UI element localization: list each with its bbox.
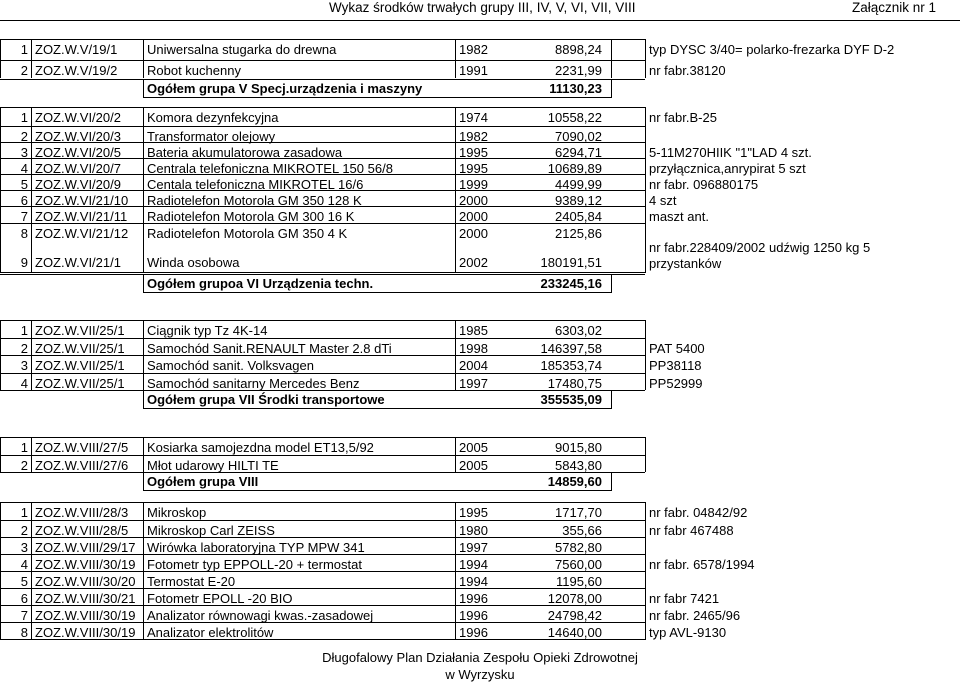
asset-name: Mikroskop xyxy=(147,505,207,520)
asset-name: Ciągnik typ Tz 4K-14 xyxy=(147,323,268,338)
asset-value: 1195,60 xyxy=(555,574,602,589)
acquisition-year: 1995 xyxy=(459,161,488,176)
asset-name: Centrala telefoniczna MIKROTEL 150 56/8 xyxy=(147,161,393,176)
inventory-code: ZOZ.W.VI/20/2 xyxy=(35,110,121,125)
column-border xyxy=(455,437,456,472)
table-row xyxy=(0,623,960,640)
inventory-code: ZOZ.W.VIII/29/17 xyxy=(35,540,136,555)
inventory-code: ZOZ.W.VI/20/7 xyxy=(35,161,121,176)
column-border xyxy=(143,39,144,78)
row-border xyxy=(143,97,611,98)
row-number: 2 xyxy=(20,523,28,538)
annex-label: Załącznik nr 1 xyxy=(852,0,937,15)
table-row xyxy=(0,191,960,207)
table-row xyxy=(0,521,960,538)
row-number: 3 xyxy=(20,540,28,555)
inventory-code: ZOZ.W.VIII/30/19 xyxy=(35,557,136,572)
asset-value: 5843,80 xyxy=(555,458,602,473)
acquisition-year: 1980 xyxy=(459,523,488,538)
acquisition-year: 2004 xyxy=(459,358,488,373)
asset-value: 2231,99 xyxy=(555,63,602,78)
row-number: 8 xyxy=(20,625,28,640)
row-number: 7 xyxy=(20,209,28,224)
asset-name: Centala telefoniczna MIKROTEL 16/6 xyxy=(147,177,364,192)
table-row xyxy=(0,374,960,391)
asset-note: PAT 5400 xyxy=(649,341,705,356)
asset-note: PP52999 xyxy=(649,376,703,391)
group-total-row xyxy=(0,473,960,490)
document-title: Wykaz środków trwałych grupy III, IV, V, VI, VII, VIII xyxy=(329,0,636,15)
row-border xyxy=(0,39,645,40)
column-border xyxy=(143,79,144,98)
row-number: 2 xyxy=(20,129,28,144)
row-number: 6 xyxy=(20,193,28,208)
table-row xyxy=(0,456,960,473)
column-border xyxy=(645,39,646,78)
asset-note: nr fabr.B-25 xyxy=(649,110,717,125)
footer-line-2: w Wyrzysku xyxy=(445,667,515,682)
table-row xyxy=(0,538,960,555)
table-row xyxy=(0,438,960,456)
asset-value: 24798,42 xyxy=(547,608,602,623)
asset-note: typ AVL-9130 xyxy=(649,625,727,640)
asset-value: 185353,74 xyxy=(540,358,602,373)
inventory-code: ZOZ.W.VI/20/5 xyxy=(35,145,121,160)
acquisition-year: 1982 xyxy=(459,42,488,57)
inventory-code: ZOZ.W.VI/21/12 xyxy=(35,226,129,241)
acquisition-year: 1982 xyxy=(459,129,488,144)
acquisition-year: 1996 xyxy=(459,608,488,623)
group-total-row xyxy=(0,80,960,97)
asset-name: Komora dezynfekcyjna xyxy=(147,110,279,125)
row-border xyxy=(143,408,611,409)
column-border xyxy=(0,107,1,273)
row-border xyxy=(0,437,645,438)
column-border xyxy=(455,107,456,273)
row-number: 4 xyxy=(20,376,28,391)
asset-name: Transformator olejowy xyxy=(147,129,276,144)
row-border xyxy=(0,502,645,503)
column-border xyxy=(143,107,144,273)
asset-value: 10558,22 xyxy=(547,110,602,125)
column-border xyxy=(455,39,456,78)
column-border xyxy=(611,390,612,409)
table-row xyxy=(0,356,960,374)
column-border xyxy=(645,320,646,390)
asset-value: 8898,24 xyxy=(555,42,602,57)
asset-note: typ DYSC 3/40= polarko-frezarka DYF D-2 xyxy=(649,42,895,57)
row-number: 3 xyxy=(20,358,28,373)
asset-value: 180191,51 xyxy=(540,255,602,270)
column-border xyxy=(143,274,144,293)
acquisition-year: 1995 xyxy=(459,145,488,160)
acquisition-year: 2000 xyxy=(459,209,488,224)
acquisition-year: 1997 xyxy=(459,540,488,555)
inventory-code: ZOZ.W.VII/25/1 xyxy=(35,323,125,338)
table-row xyxy=(0,606,960,623)
asset-name: Analizator równowagi kwas.-zasadowej xyxy=(147,608,374,623)
group-total-label: Ogółem grupa V Specj.urządzenia i maszyny xyxy=(147,81,423,96)
acquisition-year: 1996 xyxy=(459,591,488,606)
asset-name: Fotometr typ EPPOLL-20 + termostat xyxy=(147,557,362,572)
group-total-row xyxy=(0,391,960,408)
row-number: 9 xyxy=(20,255,28,270)
asset-note: nr fabr. 2465/96 xyxy=(649,608,741,623)
table-row xyxy=(0,40,960,61)
acquisition-year: 2005 xyxy=(459,458,488,473)
asset-value: 17480,75 xyxy=(547,376,602,391)
asset-name: Radiotelefon Motorola GM 300 16 K xyxy=(147,209,355,224)
column-border xyxy=(31,502,32,640)
acquisition-year: 1995 xyxy=(459,505,488,520)
asset-name: Uniwersalna stugarka do drewna xyxy=(147,42,337,57)
row-number: 4 xyxy=(20,557,28,572)
row-number: 1 xyxy=(20,440,28,455)
row-number: 2 xyxy=(20,341,28,356)
asset-note: nr fabr 467488 xyxy=(649,523,734,538)
table-row xyxy=(0,159,960,175)
column-border xyxy=(645,107,646,273)
footer-line-1: Długofalowy Plan Działania Zespołu Opieki Zdrowotnej xyxy=(322,650,638,665)
group-total-value: 14859,60 xyxy=(547,474,602,489)
asset-note: nr fabr. 6578/1994 xyxy=(649,557,755,572)
inventory-code: ZOZ.W.VIII/30/20 xyxy=(35,574,136,589)
inventory-code: ZOZ.W.VIII/30/19 xyxy=(35,608,136,623)
asset-value: 1717,70 xyxy=(555,505,602,520)
asset-note: PP38118 xyxy=(649,358,702,373)
column-border xyxy=(0,437,1,472)
asset-name: Winda osobowa xyxy=(147,255,240,270)
inventory-code: ZOZ.W.VIII/27/6 xyxy=(35,458,129,473)
inventory-code: ZOZ.W.V/19/2 xyxy=(35,63,118,78)
column-border xyxy=(31,320,32,390)
asset-note: nr fabr. 096880175 xyxy=(649,177,759,192)
table-row xyxy=(0,589,960,606)
inventory-code: ZOZ.W.VIII/28/5 xyxy=(35,523,129,538)
asset-value: 6303,02 xyxy=(555,323,602,338)
table-row xyxy=(0,321,960,339)
inventory-code: ZOZ.W.VII/25/1 xyxy=(35,341,125,356)
column-border xyxy=(455,502,456,640)
column-border xyxy=(645,437,646,472)
asset-value: 2405,84 xyxy=(555,209,602,224)
group-total-row xyxy=(0,275,960,292)
asset-value: 6294,71 xyxy=(555,145,602,160)
table-row xyxy=(0,61,960,80)
asset-value: 7090,02 xyxy=(555,129,602,144)
inventory-code: ZOZ.W.VI/20/9 xyxy=(35,177,121,192)
row-number: 1 xyxy=(20,110,28,125)
table-row xyxy=(0,127,960,143)
asset-note: maszt ant. xyxy=(649,209,709,224)
acquisition-year: 1994 xyxy=(459,574,488,589)
acquisition-year: 2005 xyxy=(459,440,488,455)
asset-name: Mikroskop Carl ZEISS xyxy=(147,523,275,538)
column-border xyxy=(455,320,456,390)
row-number: 3 xyxy=(20,145,28,160)
inventory-code: ZOZ.W.VII/25/1 xyxy=(35,376,125,391)
asset-value: 2125,86 xyxy=(555,226,602,241)
asset-note: 4 szt xyxy=(649,193,677,208)
row-number: 7 xyxy=(20,608,28,623)
row-border xyxy=(0,272,645,273)
acquisition-year: 1994 xyxy=(459,557,488,572)
table-row xyxy=(0,240,960,273)
asset-note: nr fabr.228409/2002 udźwig 1250 kg 5 xyxy=(649,240,871,255)
asset-name: Bateria akumulatorowa zasadowa xyxy=(147,145,343,160)
column-border xyxy=(143,320,144,390)
asset-name: Samochód sanitarny Mercedes Benz xyxy=(147,376,360,391)
asset-note: przyłącznica,anrypirat 5 szt xyxy=(649,161,806,176)
asset-name: Robot kuchenny xyxy=(147,63,241,78)
inventory-code: ZOZ.W.VIII/30/19 xyxy=(35,625,136,640)
row-border xyxy=(0,107,645,108)
table-row xyxy=(0,207,960,224)
asset-value: 10689,89 xyxy=(547,161,602,176)
table-row xyxy=(0,555,960,572)
table-row xyxy=(0,143,960,159)
column-border xyxy=(611,39,612,78)
row-number: 2 xyxy=(20,458,28,473)
inventory-code: ZOZ.W.VI/21/1 xyxy=(35,255,121,270)
acquisition-year: 1998 xyxy=(459,341,488,356)
acquisition-year: 1991 xyxy=(459,63,488,78)
asset-note: nr fabr 7421 xyxy=(649,591,720,606)
table-row xyxy=(0,108,960,127)
group-total-label: Ogółem grupa VIII xyxy=(147,474,259,489)
row-border xyxy=(0,639,645,640)
asset-note: nr fabr. 04842/92 xyxy=(649,505,748,520)
column-border xyxy=(645,502,646,640)
asset-name: Termostat E-20 xyxy=(147,574,236,589)
table-row xyxy=(0,175,960,191)
asset-name: Radiotelefon Motorola GM 350 128 K xyxy=(147,193,362,208)
table-row xyxy=(0,339,960,356)
acquisition-year: 2000 xyxy=(459,193,488,208)
asset-value: 5782,80 xyxy=(555,540,602,555)
column-border xyxy=(611,274,612,293)
column-border xyxy=(143,502,144,640)
column-border xyxy=(143,472,144,491)
column-border xyxy=(31,107,32,273)
column-border xyxy=(143,437,144,472)
row-border xyxy=(0,320,645,321)
table-row xyxy=(0,572,960,589)
acquisition-year: 2000 xyxy=(459,226,488,241)
inventory-code: ZOZ.W.VIII/27/5 xyxy=(35,440,129,455)
row-number: 5 xyxy=(20,574,28,589)
column-border xyxy=(31,39,32,78)
asset-value: 12078,00 xyxy=(547,591,602,606)
inventory-code: ZOZ.W.VIII/28/3 xyxy=(35,505,129,520)
row-number: 6 xyxy=(20,591,28,606)
row-number: 1 xyxy=(20,505,28,520)
row-border xyxy=(143,490,611,491)
acquisition-year: 1985 xyxy=(459,323,488,338)
acquisition-year: 1974 xyxy=(459,110,488,125)
group-total-label: Ogółem grupa VII Środki transportowe xyxy=(147,392,385,407)
column-border xyxy=(0,39,1,78)
footer xyxy=(0,649,960,683)
acquisition-year: 1999 xyxy=(459,177,488,192)
asset-name: Młot udarowy HILTI TE xyxy=(147,458,279,473)
acquisition-year: 1996 xyxy=(459,625,488,640)
asset-name: Radiotelefon Motorola GM 350 4 K xyxy=(147,226,348,241)
row-number: 1 xyxy=(20,42,28,57)
column-border xyxy=(611,79,612,98)
group-total-value: 233245,16 xyxy=(540,276,602,291)
row-number: 8 xyxy=(20,226,28,241)
asset-name: Analizator elektrolitów xyxy=(147,625,274,640)
inventory-code: ZOZ.W.VI/20/3 xyxy=(35,129,121,144)
group-total-label: Ogółem grupoa VI Urządzenia techn. xyxy=(147,276,374,291)
row-border xyxy=(143,292,611,293)
inventory-code: ZOZ.W.VIII/30/21 xyxy=(35,591,136,606)
acquisition-year: 1997 xyxy=(459,376,488,391)
asset-name: Kosiarka samojezdna model ET13,5/92 xyxy=(147,440,374,455)
inventory-code: ZOZ.W.VII/25/1 xyxy=(35,358,125,373)
group-total-value: 355535,09 xyxy=(540,392,602,407)
asset-value: 7560,00 xyxy=(555,557,602,572)
asset-note: nr fabr.38120 xyxy=(649,63,726,78)
acquisition-year: 2002 xyxy=(459,255,488,270)
asset-value: 355,66 xyxy=(562,523,602,538)
asset-value: 14640,00 xyxy=(547,625,602,640)
column-border xyxy=(611,472,612,491)
row-number: 5 xyxy=(20,177,28,192)
asset-value: 146397,58 xyxy=(540,341,602,356)
group-total-value: 11130,23 xyxy=(549,81,602,96)
asset-note: 5-11M270HIIK "1"LAD 4 szt. xyxy=(649,145,812,160)
column-border xyxy=(143,390,144,409)
asset-value: 9389,12 xyxy=(555,193,602,208)
asset-name: Wirówka laboratoryjna TYP MPW 341 xyxy=(147,540,365,555)
inventory-code: ZOZ.W.V/19/1 xyxy=(35,42,118,57)
inventory-code: ZOZ.W.VI/21/11 xyxy=(35,209,128,224)
asset-name: Samochód sanit. Volksvagen xyxy=(147,358,314,373)
row-number: 4 xyxy=(20,161,28,176)
table-row xyxy=(0,503,960,521)
column-border xyxy=(0,320,1,390)
asset-note-continued: przystanków xyxy=(649,256,722,271)
asset-value: 4499,99 xyxy=(555,177,602,192)
asset-name: Fotometr EPOLL -20 BIO xyxy=(147,591,293,606)
inventory-code: ZOZ.W.VI/21/10 xyxy=(35,193,129,208)
asset-name: Samochód Sanit.RENAULT Master 2.8 dTi xyxy=(147,341,392,356)
row-number: 2 xyxy=(20,63,28,78)
row-number: 1 xyxy=(20,323,28,338)
column-border xyxy=(0,502,1,640)
asset-value: 9015,80 xyxy=(555,440,602,455)
column-border xyxy=(31,437,32,472)
